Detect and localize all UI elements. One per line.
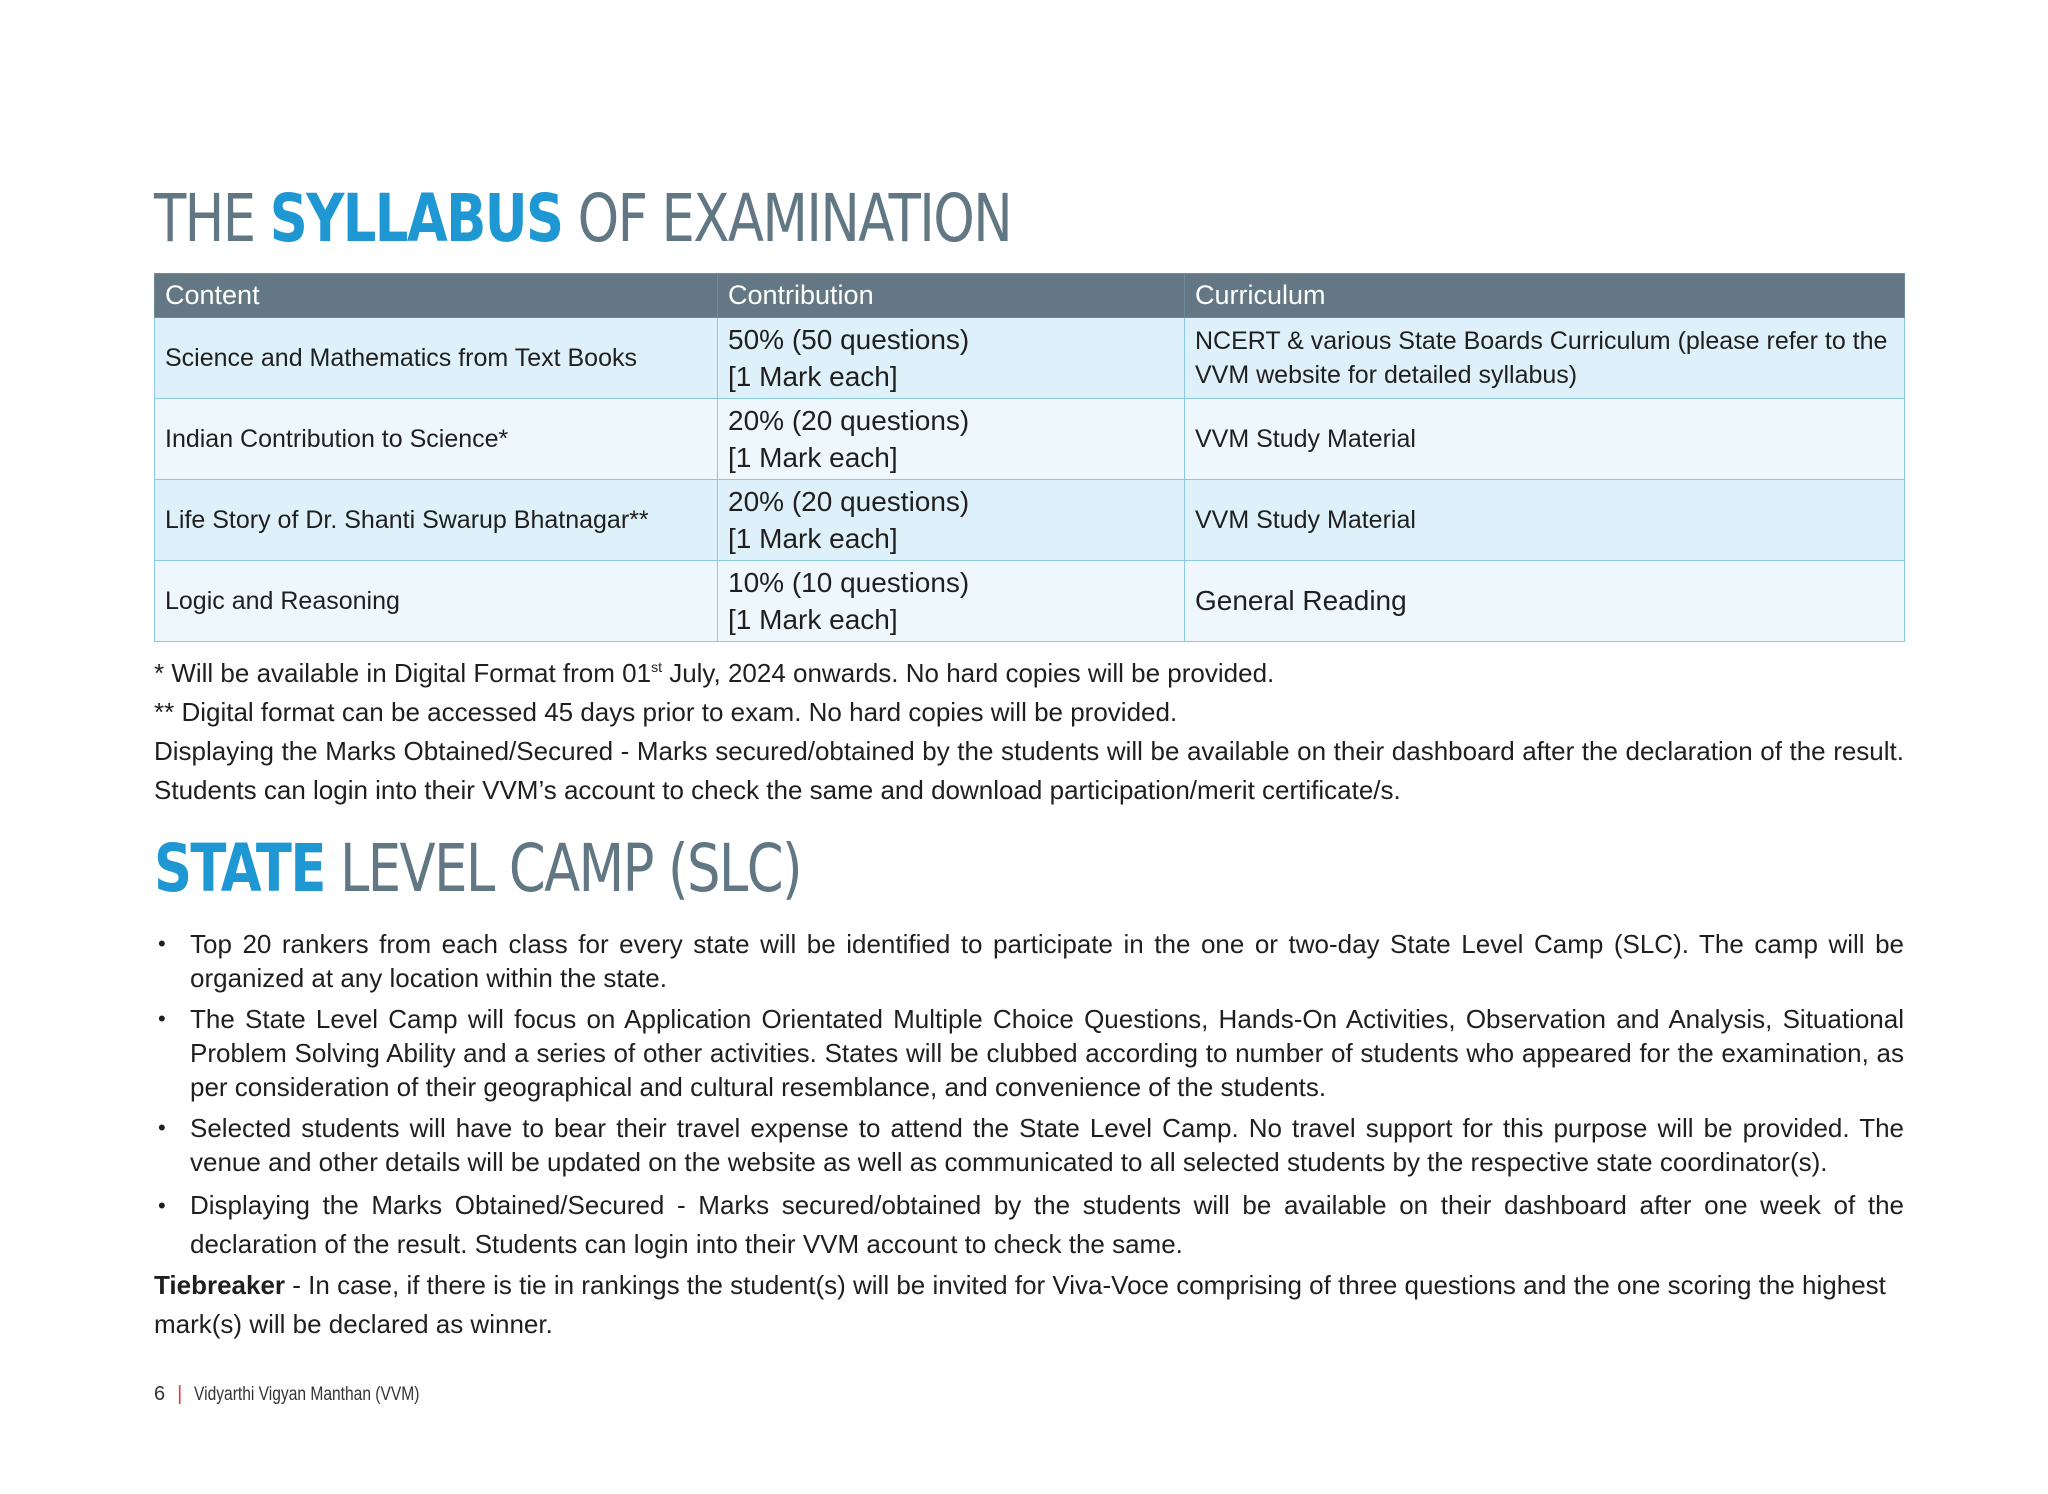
slc-bullet-list (154, 927, 1904, 1271)
list-item-text: Displaying the Marks Obtained/Secured - Marks secured/obtained by the students will be available on their dashboard after one week of the declaration of the result. Students can login into their VVM account to check the same. (190, 1190, 1904, 1259)
tiebreaker-text: - In case, if there is tie in rankings the student(s) will be invited for Viva-Voce comprising of three questions and the one scoring the highest mark(s) will be declared as winner. (154, 1270, 1886, 1339)
contribution-marks: [1 Mark each] (728, 442, 898, 473)
bullet-icon: • (158, 1193, 166, 1218)
note-superscript: st (651, 659, 662, 675)
heading-accent: SYLLABUS (269, 180, 563, 257)
heading-accent: STATE (154, 830, 325, 907)
contribution-cell (718, 480, 1185, 561)
list-item-text: The State Level Camp will focus on Application Orientated Multiple Choice Questions, Hands-On Activities, Observation and Analysis, Situational Problem Solving Ability and a series of other activities. States will be clubbed according to number of students who appeared for the examination, as per consideration of their geographical and cultural resemblance, and convenience of the students. (190, 1004, 1904, 1102)
content-cell: Life Story of Dr. Shanti Swarup Bhatnagar** (155, 480, 718, 561)
bullet-icon: • (158, 1006, 166, 1031)
table-row (155, 399, 1905, 480)
contribution-marks: [1 Mark each] (728, 523, 898, 554)
table-notes (154, 648, 1904, 810)
contribution-share: 10% (10 questions) (728, 567, 970, 598)
list-item (154, 1111, 1904, 1179)
contribution-marks: [1 Mark each] (728, 604, 898, 635)
contribution-cell (718, 561, 1185, 642)
contribution-share: 20% (20 questions) (728, 405, 970, 436)
content-cell: Science and Mathematics from Text Books (155, 318, 718, 399)
note-access: ** Digital format can be accessed 45 days prior to exam. No hard copies will be provided. (154, 697, 1178, 727)
heading-post: LEVEL CAMP (SLC) (324, 830, 802, 907)
list-item-text: Selected students will have to bear their travel expense to attend the State Level Camp. No travel support for this purpose will be provided. The venue and other details will be updated on the website as well as communicated to all selected students by the respective state coordinator(s). (190, 1113, 1904, 1177)
syllabus-table (154, 273, 1905, 642)
table-row (155, 480, 1905, 561)
bullet-icon: • (158, 931, 166, 956)
table-header-row (155, 274, 1905, 318)
note-marks-display: Displaying the Marks Obtained/Secured - Marks secured/obtained by the students will be available on their dashboard after the declaration of the result. Students can login into their VVM’s account to check the same and download participation/merit certificate/s. (154, 736, 1904, 805)
curriculum-cell: NCERT & various State Boards Curriculum (please refer to the VVM website for detailed syllabus) (1185, 318, 1905, 399)
page-footer (154, 1383, 469, 1406)
column-header: Content (155, 274, 718, 318)
curriculum-cell: General Reading (1185, 561, 1905, 642)
contribution-cell (718, 318, 1185, 399)
list-item (154, 927, 1904, 995)
heading-pre: THE (154, 180, 270, 257)
contribution-marks: [1 Mark each] (728, 361, 898, 392)
column-header: Contribution (718, 274, 1185, 318)
slc-heading (154, 830, 802, 907)
contribution-cell (718, 399, 1185, 480)
curriculum-cell: VVM Study Material (1185, 399, 1905, 480)
footer-title: Vidyarthi Vigyan Manthan (VVM) (194, 1384, 420, 1405)
content-cell: Logic and Reasoning (155, 561, 718, 642)
list-item (154, 1186, 1904, 1264)
list-item (154, 1002, 1904, 1104)
tiebreaker-label: Tiebreaker (154, 1270, 286, 1300)
table-row (155, 561, 1905, 642)
column-header: Curriculum (1185, 274, 1905, 318)
heading-post: OF EXAMINATION (562, 180, 1012, 257)
footer-separator: | (177, 1383, 183, 1405)
note-text: * Will be available in Digital Format from 01 (154, 658, 652, 688)
note-digital-format (154, 648, 1904, 693)
list-item-text: Top 20 rankers from each class for every state will be identified to participate in the one or two-day State Level Camp (SLC). The camp will be organized at any location within the state. (190, 929, 1904, 993)
syllabus-heading (154, 180, 1012, 257)
note-text: July, 2024 onwards. No hard copies will be provided. (661, 658, 1275, 688)
contribution-share: 20% (20 questions) (728, 486, 970, 517)
content-cell: Indian Contribution to Science* (155, 399, 718, 480)
contribution-share: 50% (50 questions) (728, 324, 970, 355)
tiebreaker-paragraph (154, 1266, 1904, 1344)
bullet-icon: • (158, 1115, 166, 1140)
page-number: 6 (154, 1383, 166, 1405)
curriculum-cell: VVM Study Material (1185, 480, 1905, 561)
table-row (155, 318, 1905, 399)
